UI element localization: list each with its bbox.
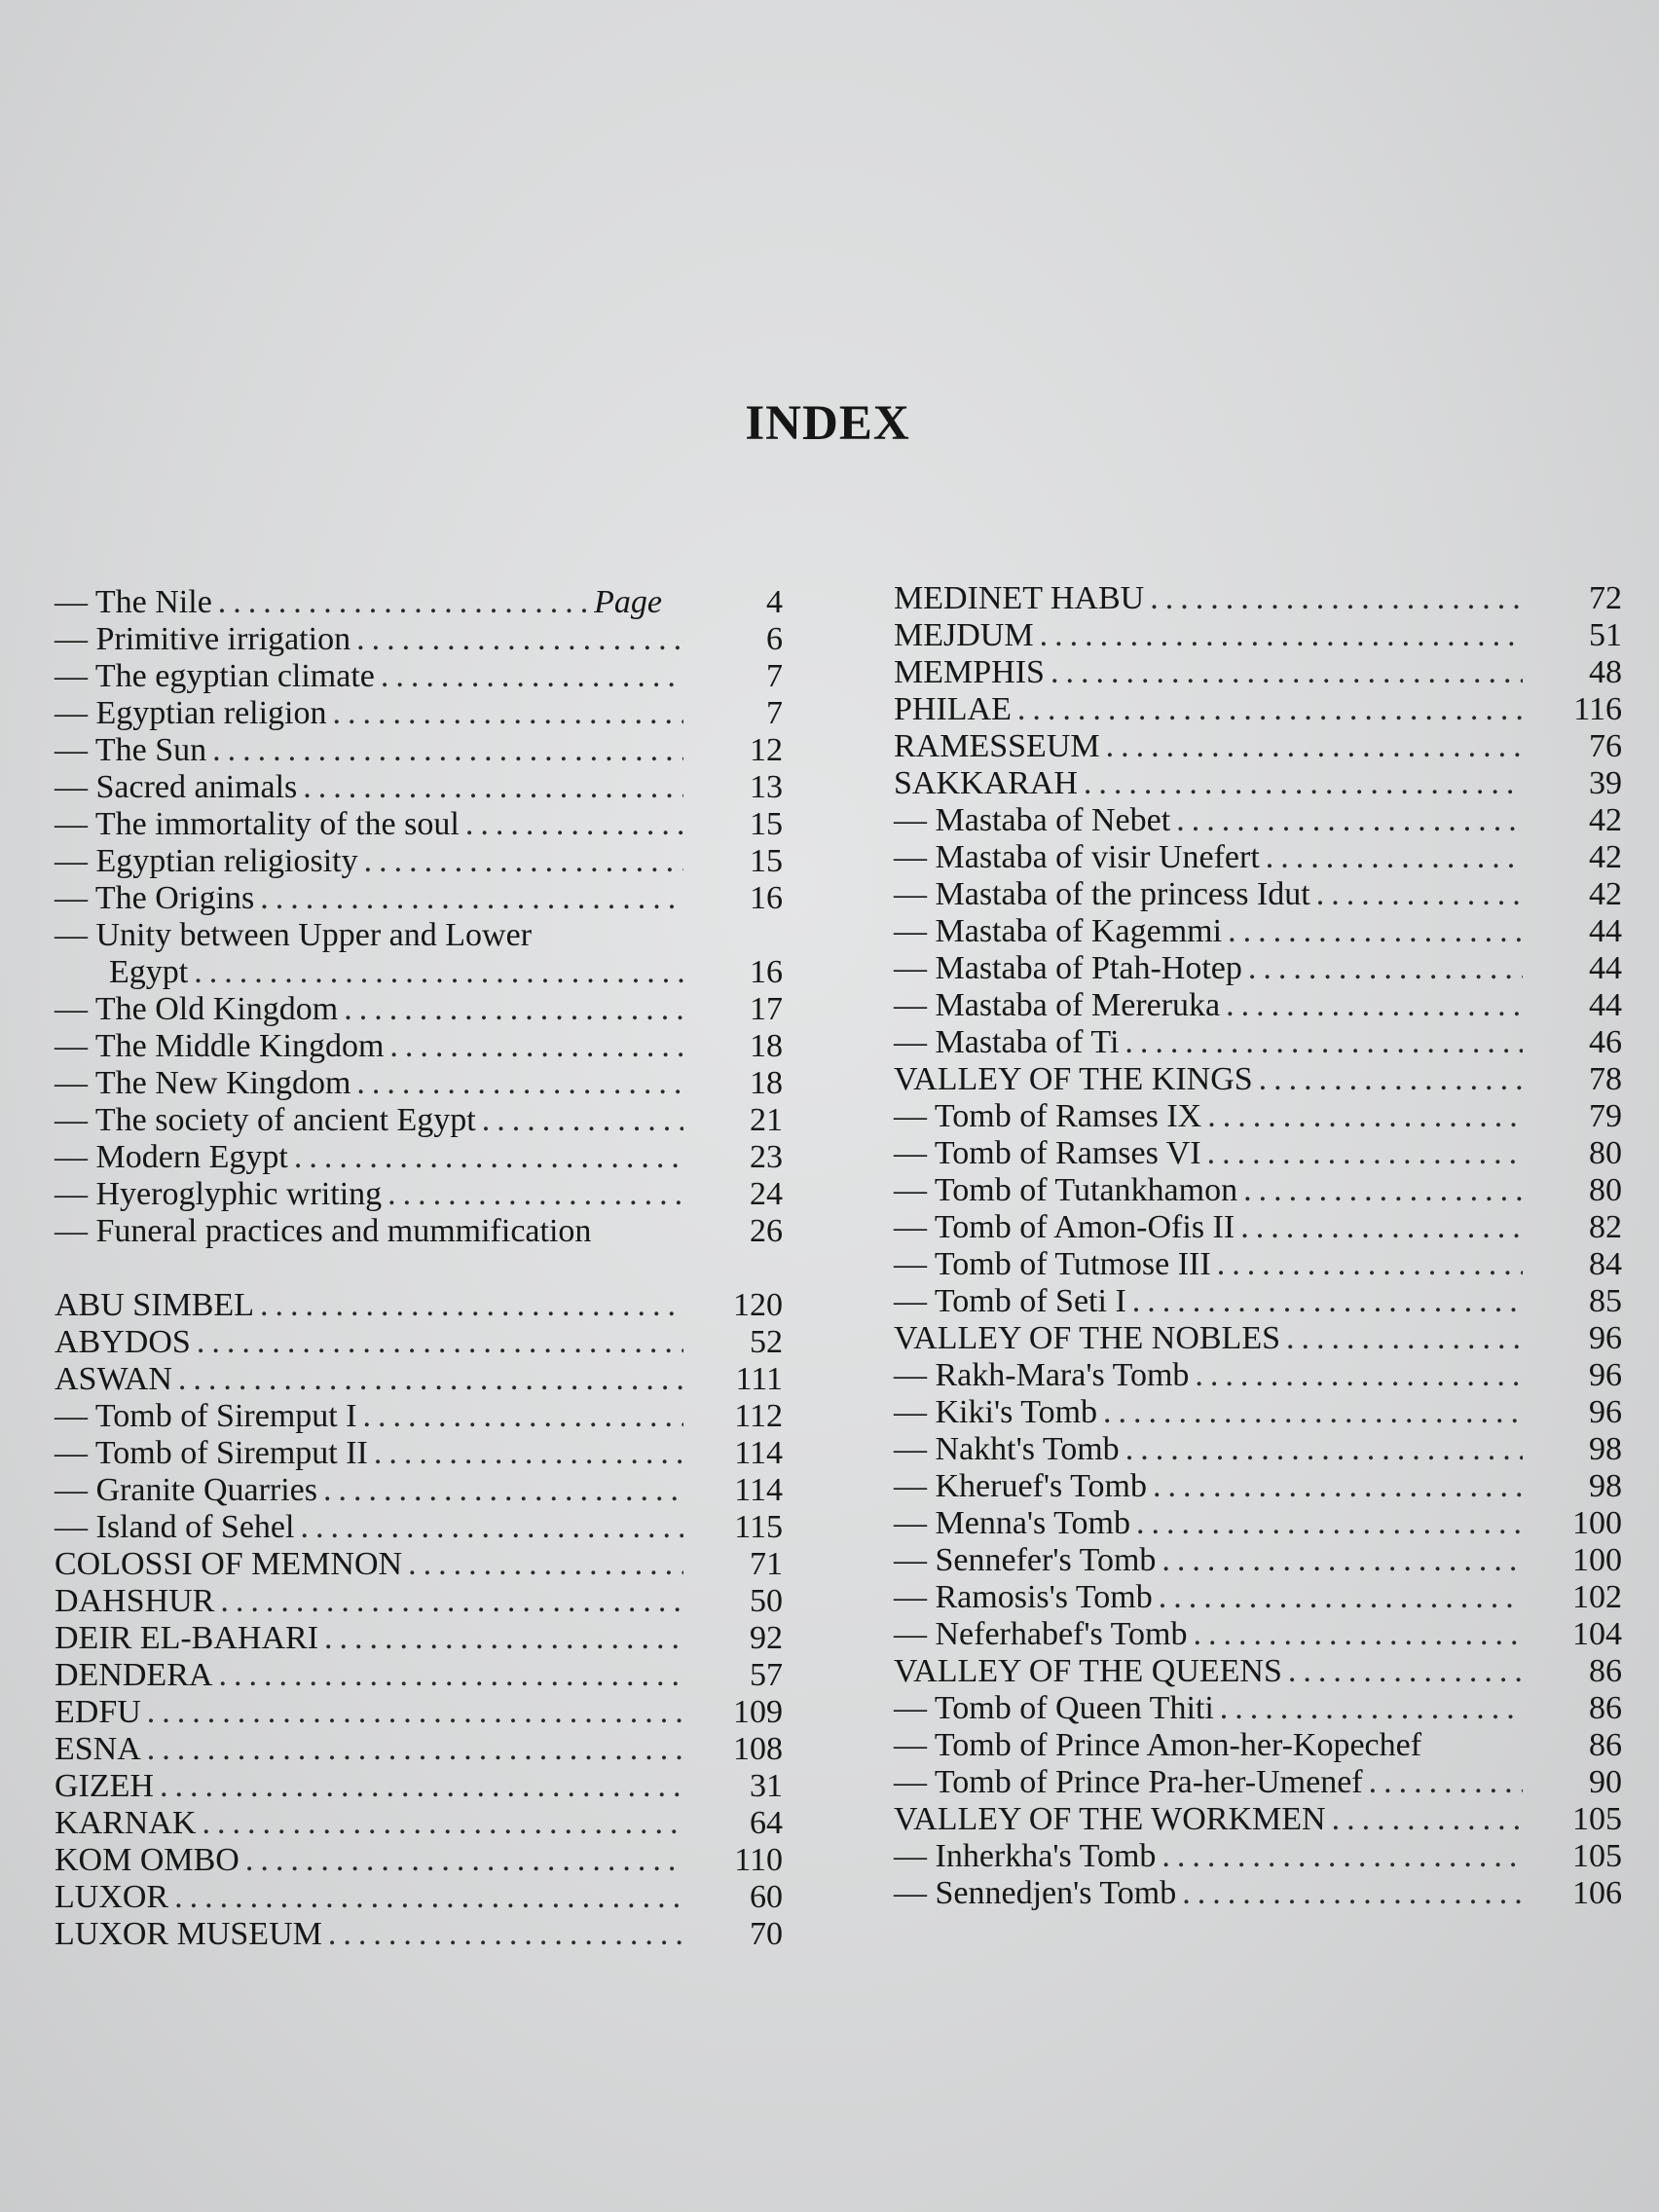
dot-leader xyxy=(1316,876,1523,913)
entry-label: — Neferhabef's Tomb xyxy=(894,1616,1188,1652)
entry-label: — Tomb of Siremput II xyxy=(55,1435,368,1471)
entry-page-number: 114 xyxy=(734,1435,783,1471)
index-entry xyxy=(894,1209,1622,1246)
index-entry xyxy=(55,954,783,991)
dot-leader xyxy=(300,1509,683,1546)
index-entry xyxy=(894,1394,1622,1431)
index-entry xyxy=(55,1176,783,1213)
dot-leader xyxy=(212,732,683,769)
index-entry xyxy=(894,1320,1622,1357)
entry-page-number: 112 xyxy=(734,1398,783,1434)
entry-label: — Tomb of Tutankhamon xyxy=(894,1172,1238,1208)
index-entry xyxy=(894,1542,1622,1579)
entry-label: — Nakht's Tomb xyxy=(894,1431,1120,1467)
entry-label: — The Old Kingdom xyxy=(55,991,339,1027)
index-entry xyxy=(55,1287,783,1324)
entry-page-number: 82 xyxy=(1589,1209,1622,1245)
dot-leader xyxy=(1195,1357,1523,1394)
entry-label: — The Origins xyxy=(55,880,255,916)
entry-label: — Tomb of Prince Pra-her-Umenef xyxy=(894,1764,1363,1800)
index-entry xyxy=(55,1546,783,1583)
dot-leader xyxy=(147,1694,683,1731)
dot-leader xyxy=(220,1583,683,1620)
entry-page-number: 16 xyxy=(750,880,783,916)
dot-leader xyxy=(328,1916,683,1953)
index-entry xyxy=(894,913,1622,950)
entry-label: — Unity between Upper and Lower xyxy=(55,917,533,953)
entry-label: — Tomb of Ramses VI xyxy=(894,1135,1201,1171)
entry-label: LUXOR MUSEUM xyxy=(55,1916,322,1952)
entry-label: — Tomb of Prince Amon-her-Kopechef xyxy=(894,1727,1422,1763)
index-entry xyxy=(894,1764,1622,1801)
dot-leader xyxy=(1248,950,1523,987)
entry-page-number: 102 xyxy=(1572,1579,1622,1615)
entry-label: — Egyptian religion xyxy=(55,695,327,731)
entry-page-number: 6 xyxy=(766,621,783,657)
dot-leader xyxy=(465,806,683,843)
dot-leader xyxy=(294,1139,683,1176)
dot-leader xyxy=(1176,802,1523,839)
right-index-column xyxy=(894,580,1622,1912)
entry-page-number: 12 xyxy=(750,732,783,768)
dot-leader xyxy=(387,1176,683,1213)
index-entry xyxy=(894,1283,1622,1320)
dot-leader xyxy=(1161,1838,1523,1875)
entry-page-number: 50 xyxy=(750,1583,783,1619)
entry-label: — Mastaba of Ptah-Hotep xyxy=(894,950,1242,986)
entry-label: — Granite Quarries xyxy=(55,1472,318,1508)
entry-label: — The New Kingdom xyxy=(55,1065,351,1101)
index-entry xyxy=(55,769,783,806)
entry-label: — Hyeroglyphic writing xyxy=(55,1176,383,1212)
dot-leader xyxy=(1106,728,1523,765)
index-entry xyxy=(55,732,783,769)
dot-leader xyxy=(1182,1875,1523,1912)
entry-label: — Primitive irrigation xyxy=(55,621,351,657)
dot-leader xyxy=(482,1102,683,1139)
dot-leader xyxy=(245,1842,683,1879)
entry-page-number: 120 xyxy=(733,1287,783,1323)
index-entry xyxy=(894,1579,1622,1616)
index-entry xyxy=(55,1361,783,1398)
entry-label: VALLEY OF THE KINGS xyxy=(894,1061,1253,1097)
entry-page-number: 44 xyxy=(1589,950,1622,986)
entry-page-number: 115 xyxy=(734,1509,783,1545)
index-entry xyxy=(894,1505,1622,1542)
entry-page-number: 105 xyxy=(1572,1801,1622,1837)
index-entry xyxy=(894,1024,1622,1061)
entry-label: — Tomb of Seti I xyxy=(894,1283,1126,1319)
entry-label: — Menna's Tomb xyxy=(894,1505,1130,1541)
dot-leader xyxy=(323,1472,683,1509)
entry-label: EDFU xyxy=(55,1694,141,1730)
entry-page-number: 76 xyxy=(1589,728,1622,764)
entry-page-number: 96 xyxy=(1589,1394,1622,1430)
entry-label: ESNA xyxy=(55,1731,141,1767)
entry-page-number: 80 xyxy=(1589,1135,1622,1171)
index-entry xyxy=(894,1172,1622,1209)
dot-leader xyxy=(202,1805,683,1842)
dot-leader xyxy=(1266,839,1523,876)
entry-label: — Sacred animals xyxy=(55,769,298,805)
index-entry xyxy=(55,1620,783,1657)
dot-leader xyxy=(197,1324,683,1361)
index-entry xyxy=(55,1065,783,1102)
entry-label: Egypt xyxy=(109,954,189,990)
page-word: Page xyxy=(594,584,662,620)
index-entry xyxy=(55,1694,783,1731)
entry-page-number: 86 xyxy=(1589,1653,1622,1689)
entry-page-number: 80 xyxy=(1589,1172,1622,1208)
entry-page-number: 44 xyxy=(1589,913,1622,949)
entry-page-number: 64 xyxy=(750,1805,783,1841)
entry-page-number: 57 xyxy=(750,1657,783,1693)
entry-label: DEIR EL-BAHARI xyxy=(55,1620,319,1656)
entry-label: — Island of Sehel xyxy=(55,1509,295,1545)
index-entry xyxy=(55,1139,783,1176)
index-entry xyxy=(55,621,783,658)
index-entry xyxy=(55,1768,783,1805)
dot-leader xyxy=(1286,1320,1523,1357)
index-entry xyxy=(55,1472,783,1509)
entry-label: — Funeral practices and mummification xyxy=(55,1213,592,1249)
entry-label: — Tomb of Tutmose III xyxy=(894,1246,1211,1282)
dot-leader xyxy=(333,695,683,732)
dot-leader xyxy=(364,843,683,880)
entry-page-number: 17 xyxy=(750,991,783,1027)
entry-page-number: 42 xyxy=(1589,876,1622,912)
entry-label: DENDERA xyxy=(55,1657,213,1693)
dot-leader xyxy=(174,1879,683,1916)
entry-page-number: 42 xyxy=(1589,839,1622,875)
index-entry xyxy=(894,580,1622,617)
entry-page-number: 86 xyxy=(1589,1690,1622,1726)
index-entry xyxy=(894,950,1622,987)
dot-leader xyxy=(1193,1616,1523,1653)
entry-label: — The egyptian climate xyxy=(55,658,375,694)
entry-label: — Mastaba of Mereruka xyxy=(894,987,1221,1023)
dot-leader xyxy=(1259,1061,1523,1098)
section-gap xyxy=(55,1250,783,1287)
dot-leader xyxy=(194,954,683,991)
index-entry xyxy=(894,691,1622,728)
dot-leader xyxy=(356,621,683,658)
index-entry xyxy=(894,1135,1622,1172)
entry-label: — The immortality of the soul xyxy=(55,806,460,842)
entry-page-number: 104 xyxy=(1572,1616,1622,1652)
entry-label: — Kheruef's Tomb xyxy=(894,1468,1147,1504)
entry-page-number: 31 xyxy=(750,1768,783,1804)
dot-leader xyxy=(218,584,588,621)
entry-page-number: 100 xyxy=(1572,1505,1622,1541)
entry-page-number: 105 xyxy=(1572,1838,1622,1874)
dot-leader xyxy=(1150,580,1523,617)
entry-label: KARNAK xyxy=(55,1805,197,1841)
index-entry xyxy=(894,1061,1622,1098)
entry-label: — The Nile xyxy=(55,584,212,620)
entry-label: VALLEY OF THE QUEENS xyxy=(894,1653,1282,1689)
entry-page-number: 84 xyxy=(1589,1246,1622,1282)
dot-leader xyxy=(1369,1764,1523,1801)
entry-label: MEDINET HABU xyxy=(894,580,1145,616)
dot-leader xyxy=(1228,913,1523,950)
entry-page-number: 114 xyxy=(734,1472,783,1508)
dot-leader xyxy=(147,1731,683,1768)
dot-leader xyxy=(1226,987,1523,1024)
entry-label: SAKKARAH xyxy=(894,765,1078,801)
entry-label: — Mastaba of the princess Idut xyxy=(894,876,1310,912)
index-entry xyxy=(55,880,783,917)
entry-page-number: 16 xyxy=(750,954,783,990)
index-entry xyxy=(894,987,1622,1024)
entry-label: GIZEH xyxy=(55,1768,154,1804)
index-entry xyxy=(894,1653,1622,1690)
dot-leader xyxy=(160,1768,683,1805)
entry-label: VALLEY OF THE WORKMEN xyxy=(894,1801,1326,1837)
entry-label: — Egyptian religiosity xyxy=(55,843,358,879)
entry-label: — The Sun xyxy=(55,732,207,768)
entry-page-number: 78 xyxy=(1589,1061,1622,1097)
dot-leader xyxy=(1136,1505,1523,1542)
entry-page-number: 71 xyxy=(750,1546,783,1582)
entry-label: COLOSSI OF MEMNON xyxy=(55,1546,403,1582)
index-entry xyxy=(55,917,783,954)
left-index-column xyxy=(55,584,783,1953)
index-entry xyxy=(894,1838,1622,1875)
entry-page-number: 21 xyxy=(750,1102,783,1138)
index-entry xyxy=(894,654,1622,691)
entry-label: — Sennefer's Tomb xyxy=(894,1542,1157,1578)
index-entry xyxy=(55,1916,783,1953)
dot-leader xyxy=(1084,765,1523,802)
entry-page-number: 100 xyxy=(1572,1542,1622,1578)
dot-leader xyxy=(303,769,683,806)
index-entry xyxy=(894,1727,1622,1764)
index-entry xyxy=(894,1357,1622,1394)
index-entry xyxy=(894,876,1622,913)
dot-leader xyxy=(1220,1690,1523,1727)
entry-label: — Inherkha's Tomb xyxy=(894,1838,1157,1874)
entry-label: — Tomb of Queen Thiti xyxy=(894,1690,1214,1726)
entry-page-number: 44 xyxy=(1589,987,1622,1023)
index-entry xyxy=(55,1324,783,1361)
dot-leader xyxy=(389,1028,683,1065)
entry-page-number: 51 xyxy=(1589,617,1622,653)
entry-label: — Sennedjen's Tomb xyxy=(894,1875,1177,1911)
entry-label: — Modern Egypt xyxy=(55,1139,288,1175)
dot-leader xyxy=(1103,1394,1523,1431)
entry-page-number: 98 xyxy=(1589,1468,1622,1504)
dot-leader xyxy=(1040,617,1523,654)
entry-label: LUXOR xyxy=(55,1879,169,1915)
entry-page-number: 39 xyxy=(1589,765,1622,801)
index-title: INDEX xyxy=(745,396,910,452)
entry-label: MEJDUM xyxy=(894,617,1034,653)
index-entry xyxy=(55,695,783,732)
entry-page-number: 90 xyxy=(1589,1764,1622,1800)
index-entry xyxy=(894,617,1622,654)
index-entry xyxy=(894,1246,1622,1283)
dot-leader xyxy=(1125,1431,1523,1468)
dot-leader xyxy=(1051,654,1523,691)
entry-page-number: 106 xyxy=(1572,1875,1622,1911)
index-entry xyxy=(55,1102,783,1139)
index-entry xyxy=(55,1842,783,1879)
entry-page-number: 52 xyxy=(750,1324,783,1360)
index-entry xyxy=(894,1616,1622,1653)
entry-label: — The Middle Kingdom xyxy=(55,1028,385,1064)
entry-label: ASWAN xyxy=(55,1361,172,1397)
entry-label: RAMESSEUM xyxy=(894,728,1100,764)
entry-label: — Tomb of Siremput I xyxy=(55,1398,357,1434)
entry-page-number: 110 xyxy=(734,1842,783,1878)
entry-label: — Rakh-Mara's Tomb xyxy=(894,1357,1190,1393)
dot-leader xyxy=(1240,1209,1523,1246)
entry-label: — Kiki's Tomb xyxy=(894,1394,1098,1430)
index-entry xyxy=(894,1431,1622,1468)
index-entry xyxy=(894,1468,1622,1505)
index-entry xyxy=(55,1028,783,1065)
entry-page-number: 48 xyxy=(1589,654,1622,690)
entry-page-number: 108 xyxy=(733,1731,783,1767)
dot-leader xyxy=(1217,1246,1523,1283)
entry-page-number: 96 xyxy=(1589,1320,1622,1356)
index-entry xyxy=(894,765,1622,802)
index-entry xyxy=(55,1805,783,1842)
index-entry xyxy=(894,839,1622,876)
dot-leader xyxy=(374,1435,683,1472)
entry-label: — Mastaba of Nebet xyxy=(894,802,1171,838)
dot-leader xyxy=(260,880,683,917)
index-entry xyxy=(55,1657,783,1694)
index-entry xyxy=(55,1731,783,1768)
entry-page-number: 24 xyxy=(750,1176,783,1212)
entry-page-number: 23 xyxy=(750,1139,783,1175)
entry-label: — The society of ancient Egypt xyxy=(55,1102,476,1138)
entry-page-number: 4 xyxy=(766,584,783,620)
entry-label: — Tomb of Amon-Ofis II xyxy=(894,1209,1235,1245)
entry-page-number: 13 xyxy=(750,769,783,805)
index-entry xyxy=(894,802,1622,839)
entry-label: — Mastaba of Ti xyxy=(894,1024,1120,1060)
entry-label: — Tomb of Ramses IX xyxy=(894,1098,1202,1134)
entry-page-number: 26 xyxy=(750,1213,783,1249)
dot-leader xyxy=(178,1361,683,1398)
dot-leader xyxy=(356,1065,683,1102)
dot-leader xyxy=(324,1620,683,1657)
entry-page-number: 18 xyxy=(750,1065,783,1101)
dot-leader xyxy=(260,1287,683,1324)
entry-label: ABYDOS xyxy=(55,1324,191,1360)
entry-page-number: 46 xyxy=(1589,1024,1622,1060)
index-entry xyxy=(55,1398,783,1435)
entry-page-number: 98 xyxy=(1589,1431,1622,1467)
index-entry xyxy=(894,1801,1622,1838)
index-entry xyxy=(55,991,783,1028)
index-entry xyxy=(894,1098,1622,1135)
dot-leader xyxy=(1332,1801,1523,1838)
entry-label: ABU SIMBEL xyxy=(55,1287,254,1323)
index-entry xyxy=(55,1213,783,1250)
entry-page-number: 111 xyxy=(735,1361,783,1397)
index-entry xyxy=(55,1435,783,1472)
dot-leader xyxy=(344,991,683,1028)
index-entry xyxy=(55,1879,783,1916)
entry-label: — Mastaba of Kagemmi xyxy=(894,913,1223,949)
entry-label: PHILAE xyxy=(894,691,1012,727)
dot-leader xyxy=(1207,1098,1523,1135)
dot-leader xyxy=(381,658,683,695)
entry-page-number: 116 xyxy=(1573,691,1622,727)
entry-page-number: 85 xyxy=(1589,1283,1622,1319)
index-entry xyxy=(894,1690,1622,1727)
entry-label: — Ramosis's Tomb xyxy=(894,1579,1153,1615)
index-entry xyxy=(55,806,783,843)
entry-label: VALLEY OF THE NOBLES xyxy=(894,1320,1280,1356)
entry-label: DAHSHUR xyxy=(55,1583,215,1619)
entry-page-number: 70 xyxy=(750,1916,783,1952)
index-entry xyxy=(55,1583,783,1620)
dot-leader xyxy=(1288,1653,1523,1690)
entry-page-number: 15 xyxy=(750,843,783,879)
entry-page-number: 60 xyxy=(750,1879,783,1915)
entry-page-number: 86 xyxy=(1589,1727,1622,1763)
index-entry xyxy=(894,728,1622,765)
index-entry xyxy=(894,1875,1622,1912)
index-entry xyxy=(55,658,783,695)
entry-label: — Mastaba of visir Unefert xyxy=(894,839,1260,875)
dot-leader xyxy=(1017,691,1523,728)
entry-label: MEMPHIS xyxy=(894,654,1045,690)
dot-leader xyxy=(1243,1172,1523,1209)
entry-page-number: 18 xyxy=(750,1028,783,1064)
index-entry xyxy=(55,584,783,621)
entry-page-number: 109 xyxy=(733,1694,783,1730)
index-entry xyxy=(55,843,783,880)
entry-page-number: 7 xyxy=(766,658,783,694)
dot-leader xyxy=(1153,1468,1523,1505)
entry-page-number: 42 xyxy=(1589,802,1622,838)
dot-leader xyxy=(1207,1135,1523,1172)
entry-page-number: 92 xyxy=(750,1620,783,1656)
entry-page-number: 96 xyxy=(1589,1357,1622,1393)
entry-page-number: 7 xyxy=(766,695,783,731)
entry-page-number: 79 xyxy=(1589,1098,1622,1134)
dot-leader xyxy=(1124,1024,1523,1061)
entry-page-number: 15 xyxy=(750,806,783,842)
dot-leader xyxy=(1161,1542,1523,1579)
dot-leader xyxy=(218,1657,683,1694)
entry-page-number: 72 xyxy=(1589,580,1622,616)
index-entry xyxy=(55,1509,783,1546)
dot-leader xyxy=(363,1398,683,1435)
dot-leader xyxy=(408,1546,683,1583)
dot-leader xyxy=(1159,1579,1523,1616)
entry-label: KOM OMBO xyxy=(55,1842,240,1878)
dot-leader xyxy=(1132,1283,1523,1320)
